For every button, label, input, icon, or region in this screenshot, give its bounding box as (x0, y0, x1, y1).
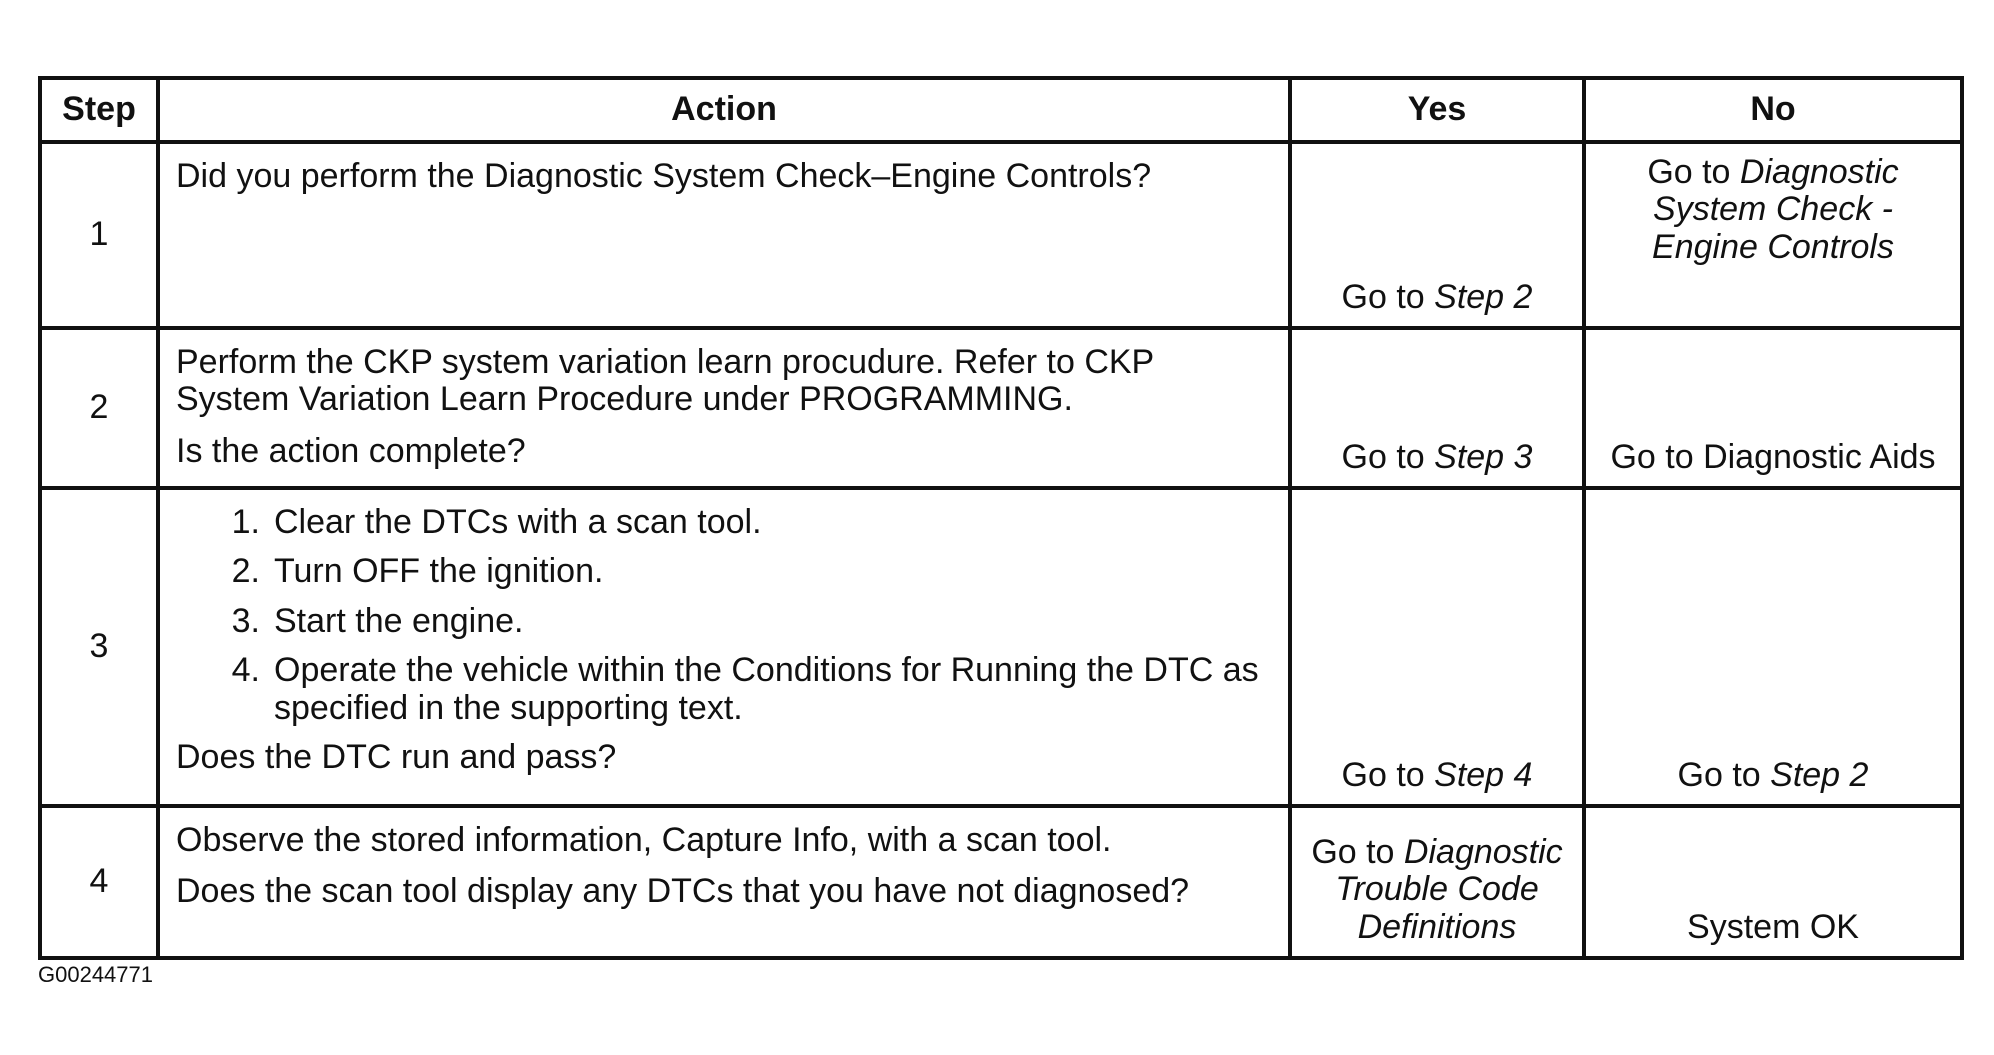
figure-id: G00244771 (38, 962, 153, 987)
action-cell (158, 488, 1290, 806)
yes-prefix: Go to (1311, 832, 1404, 871)
no-cell (1584, 488, 1962, 806)
list-item (176, 652, 1272, 727)
header-yes: Yes (1290, 78, 1584, 142)
list-text: Operate the vehicle within the Conditions for Running the DTC as specified in the supporting text. (274, 651, 1259, 727)
yes-cell (1290, 142, 1584, 328)
table-row (40, 142, 1962, 328)
no-result: System OK (1687, 907, 1859, 946)
header-row (40, 78, 1962, 142)
yes-link[interactable]: Step 3 (1434, 437, 1533, 476)
action-question: Does the DTC run and pass? (176, 737, 617, 776)
list-text: Clear the DTCs with a scan tool. (274, 503, 762, 541)
header-no: No (1584, 78, 1962, 142)
header-action: Action (158, 78, 1290, 142)
yes-prefix: Go to (1341, 277, 1435, 316)
list-text: Start the engine. (274, 601, 524, 640)
list-number: 4. (231, 651, 260, 690)
action-text: Perform the CKP system variation learn procudure. Refer to CKP System Variation Learn Procedure under PROGRAMMING. (176, 343, 1154, 419)
list-item (176, 553, 1272, 590)
list-number: 2. (231, 552, 260, 591)
step-number: 3 (40, 488, 158, 806)
yes-cell (1290, 488, 1584, 806)
action-question: Does the scan tool display any DTCs that you have not diagnosed? (176, 872, 1190, 911)
no-prefix: Go to (1647, 153, 1740, 191)
list-item (176, 504, 1272, 541)
no-cell (1584, 142, 1962, 328)
action-question: Is the action complete? (176, 431, 526, 470)
action-text: Did you perform the Diagnostic System Check–Engine Controls? (176, 157, 1152, 195)
list-item (176, 603, 1272, 640)
list-text: Turn OFF the ignition. (274, 552, 604, 591)
step-number: 4 (40, 806, 158, 958)
header-step: Step (40, 78, 158, 142)
action-cell (158, 328, 1290, 488)
table-row (40, 806, 1962, 958)
no-cell (1584, 328, 1962, 488)
yes-prefix: Go to (1341, 755, 1435, 794)
table-row (40, 328, 1962, 488)
procedure-list (176, 504, 1272, 727)
diagnostic-table (38, 76, 1964, 960)
step-number: 2 (40, 328, 158, 488)
table-row (40, 488, 1962, 806)
yes-cell (1290, 806, 1584, 958)
yes-cell (1290, 328, 1584, 488)
yes-link[interactable]: Step 2 (1434, 277, 1533, 316)
action-cell (158, 806, 1290, 958)
yes-link[interactable]: Diagnostic Trouble Code Definitions (1335, 832, 1563, 946)
action-cell (158, 142, 1290, 328)
yes-link[interactable]: Step 4 (1434, 755, 1533, 794)
action-text: Observe the stored information, Capture Info, with a scan tool. (176, 821, 1112, 859)
no-link[interactable]: Go to Diagnostic Aids (1610, 437, 1936, 476)
no-prefix: Go to (1677, 755, 1771, 794)
no-cell (1584, 806, 1962, 958)
step-number: 1 (40, 142, 158, 328)
yes-prefix: Go to (1341, 437, 1435, 476)
list-number: 3. (231, 601, 260, 640)
list-number: 1. (231, 503, 260, 541)
no-link[interactable]: Step 2 (1770, 755, 1869, 794)
no-link[interactable]: Diagnostic System Check - Engine Controls (1652, 153, 1899, 266)
